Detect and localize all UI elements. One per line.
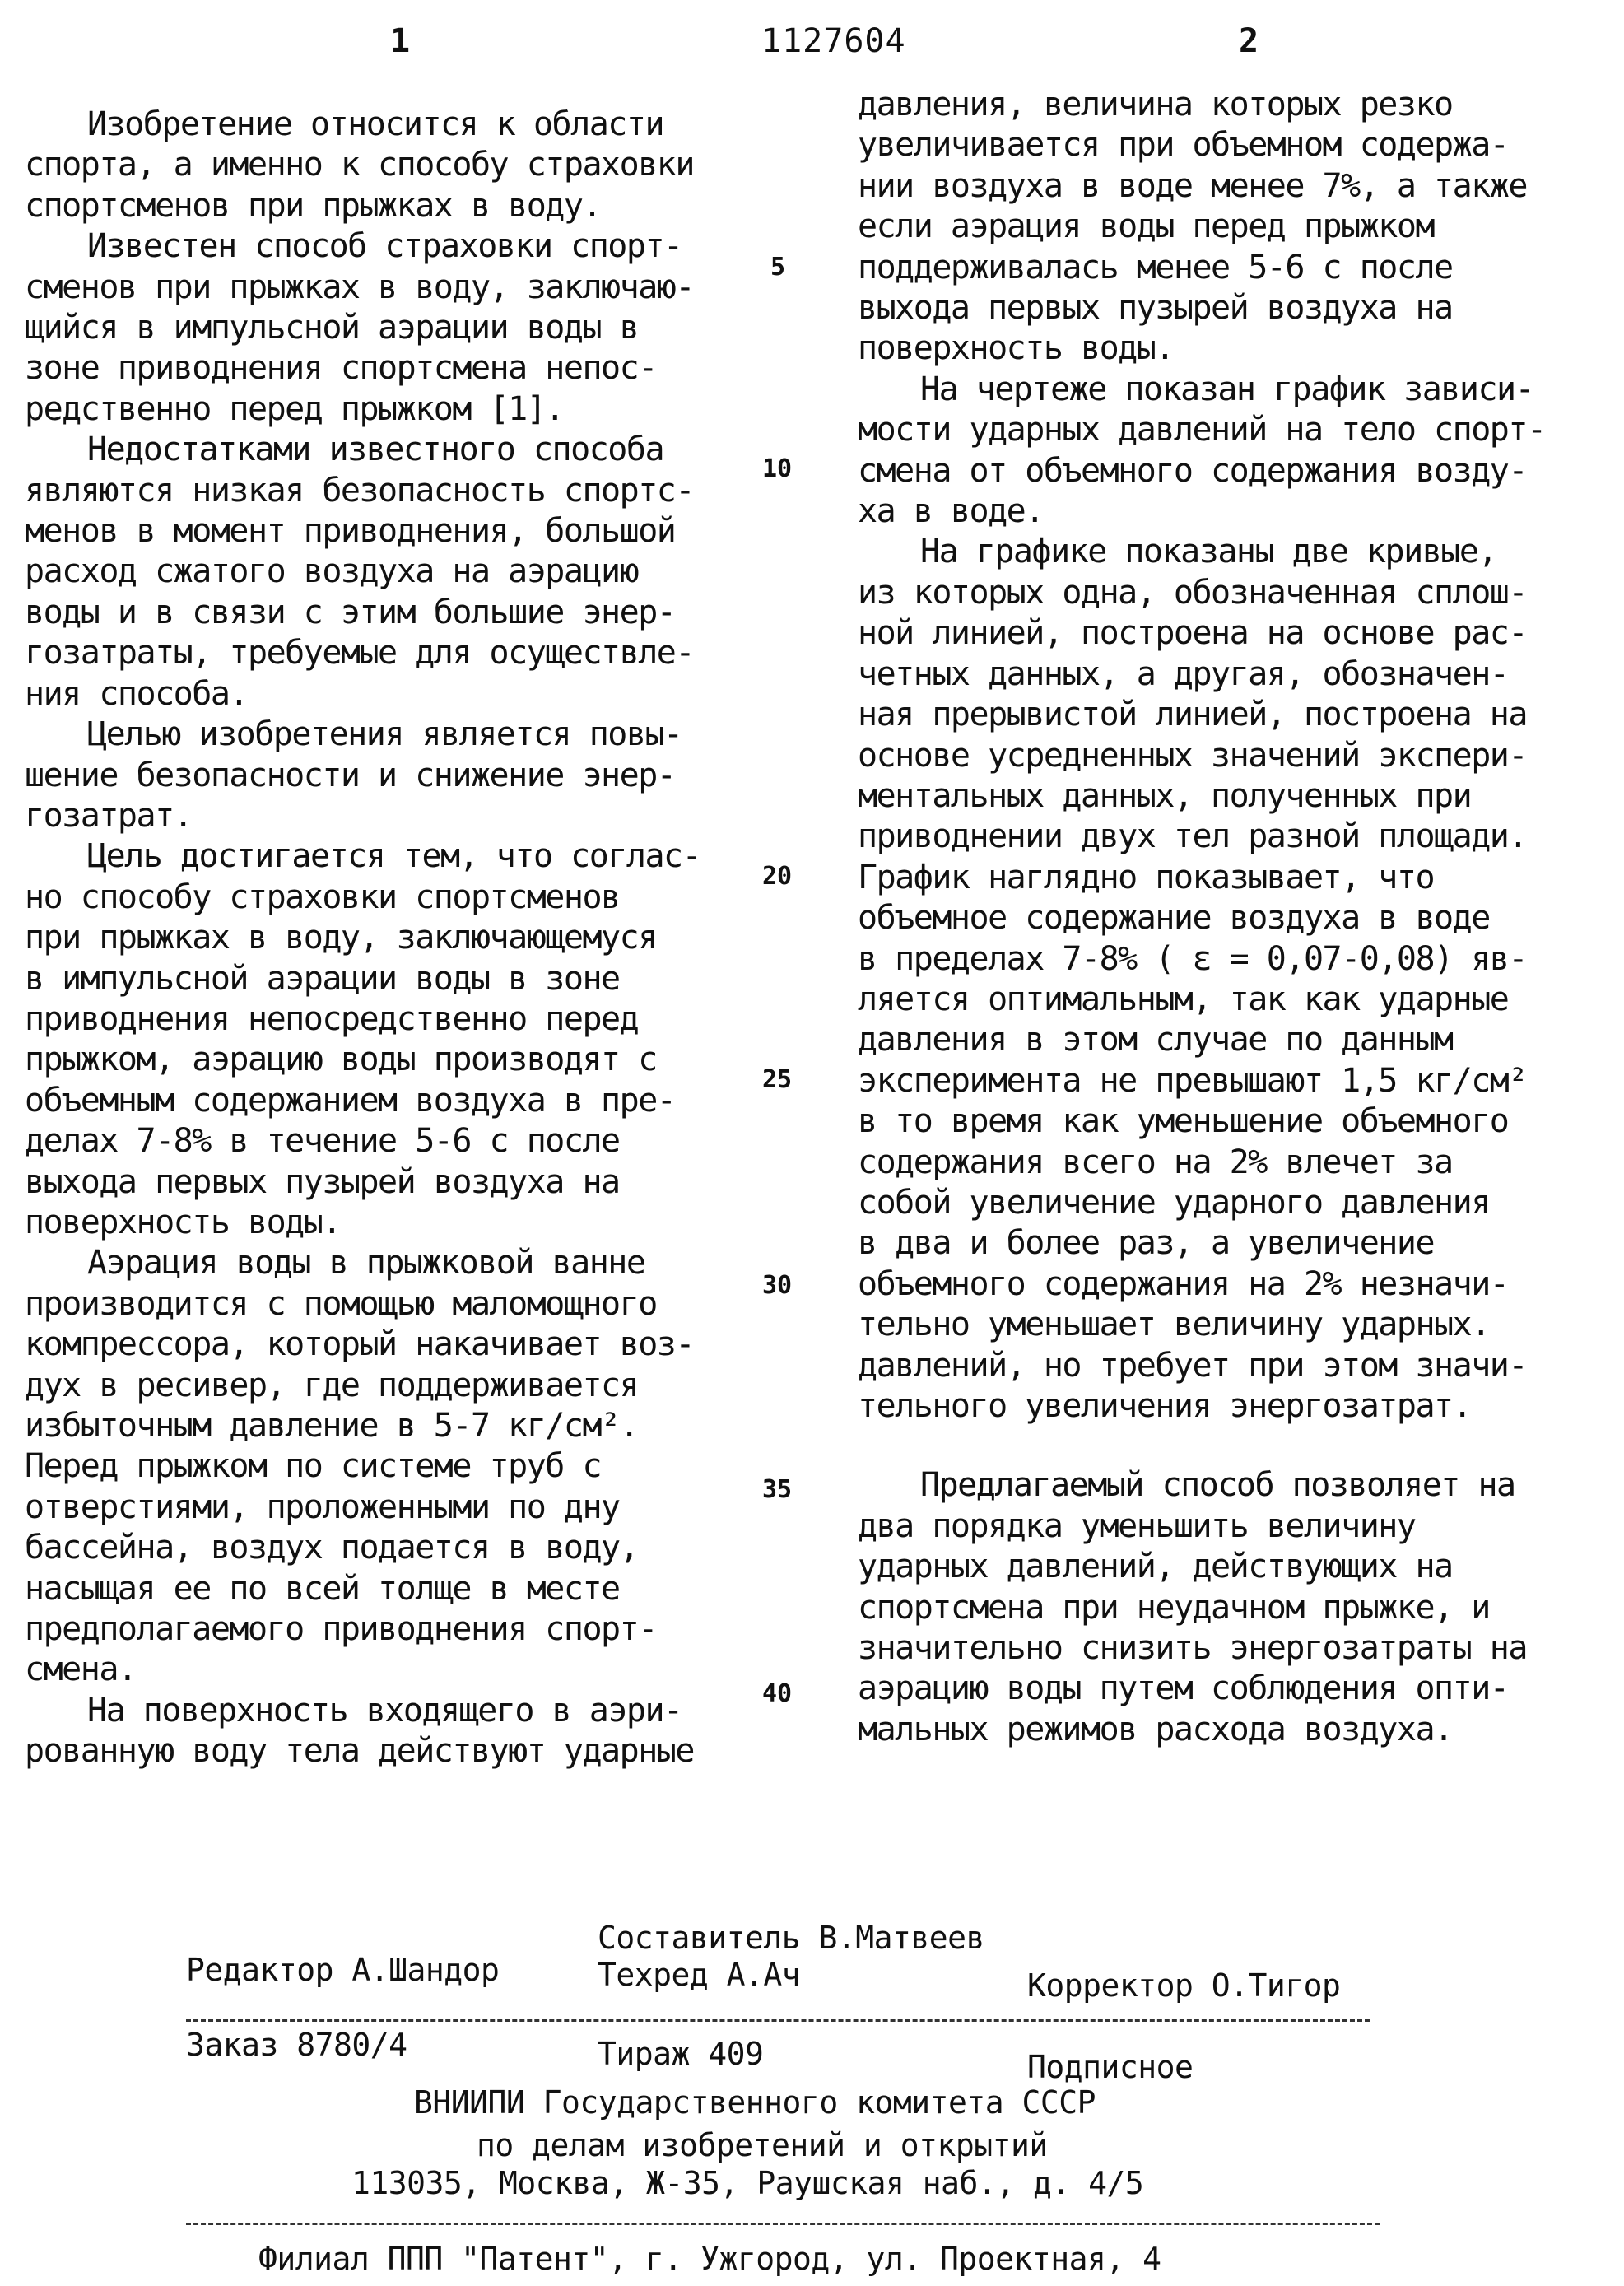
- separator-line-2: [186, 2223, 1380, 2225]
- text-line: приводнения непосредственно перед: [25, 999, 639, 1038]
- text-line: объемное содержание воздуха в воде: [858, 899, 1490, 938]
- text-line: шение безопасности и снижение энер-: [25, 756, 676, 794]
- text-line: выхода первых пузырей воздуха на: [858, 289, 1453, 328]
- text-line: Аэрация воды в прыжковой ванне: [87, 1244, 645, 1283]
- line-number: 10: [762, 454, 793, 483]
- text-line: в импульсной аэрации воды в зоне: [25, 959, 620, 998]
- text-line: Предлагаемый способ позволяет на: [920, 1466, 1515, 1505]
- text-line: ной линией, построена на основе рас-: [858, 614, 1527, 653]
- page-number-left: 1: [390, 22, 411, 60]
- text-line: Известен способ страховки спорт-: [87, 227, 682, 266]
- line-number: 40: [762, 1679, 793, 1708]
- text-line: в пределах 7-8% ( ε = 0,07-0,08) яв-: [858, 939, 1527, 978]
- proofreader: Корректор О.Тигор: [1027, 1967, 1341, 2004]
- text-line: четных данных, а другая, обозначен-: [858, 654, 1509, 693]
- text-line: спортсмена при неудачном прыжке, и: [858, 1588, 1490, 1627]
- text-line: аэрацию воды путем соблюдения опти-: [858, 1669, 1509, 1708]
- text-line: щийся в импульсной аэрации воды в: [25, 309, 639, 347]
- text-line: избыточным давление в 5-7 кг/см².: [25, 1407, 639, 1445]
- text-line: компрессора, который накачивает воз-: [25, 1325, 694, 1364]
- text-line: в два и более раз, а увеличение: [858, 1224, 1435, 1263]
- print-run: Тираж 409: [598, 2036, 764, 2072]
- paragraph-gap: [858, 1427, 1546, 1465]
- text-line: давления, величина которых резко: [858, 86, 1453, 123]
- text-line: прыжком, аэрацию воды производят с: [25, 1041, 657, 1079]
- text-line: два порядка уменьшить величину: [858, 1506, 1416, 1545]
- organization-address: 113035, Москва, Ж-35, Раушская наб., д. 4/5: [351, 2165, 1144, 2201]
- text-line: являются низкая безопасность спортс-: [25, 471, 694, 510]
- text-line: дух в ресивер, где поддерживается: [25, 1366, 639, 1404]
- text-line: График наглядно показывает, что: [858, 858, 1435, 896]
- text-line: Целью изобретения является повы-: [87, 715, 682, 754]
- text-line: тельно уменьшает величину ударных.: [858, 1306, 1490, 1344]
- text-line: при прыжках в воду, заключающемуся: [25, 919, 657, 957]
- organization-line-2: по делам изобретений и открытий: [477, 2127, 1048, 2163]
- text-line: гозатрат.: [25, 796, 193, 835]
- branch-address: Филиал ППП "Патент", г. Ужгород, ул. Проектная, 4: [258, 2241, 1161, 2277]
- line-number: 5: [770, 253, 786, 282]
- text-line: давлений, но требует при этом значи-: [858, 1346, 1527, 1385]
- text-line: сменов при прыжках в воду, заключаю-: [25, 268, 694, 306]
- text-line: ха в воде.: [858, 492, 1044, 531]
- separator-line-1: [186, 2019, 1370, 2022]
- text-line: Цель достигается тем, что соглас-: [87, 837, 701, 876]
- text-line: На поверхность входящего в аэри-: [87, 1691, 682, 1730]
- text-line: Перед прыжком по системе труб с: [25, 1447, 602, 1486]
- text-line: давления в этом случае по данным: [858, 1021, 1453, 1059]
- text-line: собой увеличение ударного давления: [858, 1183, 1490, 1222]
- text-line: эксперимента не превышают 1,5 кг/см²: [858, 1061, 1527, 1100]
- text-line: из которых одна, обозначенная сплош-: [858, 573, 1527, 612]
- text-line: в то время как уменьшение объемного: [858, 1102, 1509, 1141]
- text-line: объемным содержанием воздуха в пре-: [25, 1081, 676, 1120]
- text-line: ния способа.: [25, 674, 248, 713]
- page-number-right: 2: [1239, 22, 1259, 60]
- text-line: мальных режимов расхода воздуха.: [858, 1710, 1453, 1748]
- text-line: Недостатками известного способа: [87, 431, 664, 469]
- line-number: 20: [762, 862, 793, 891]
- text-line: содержания всего на 2% влечет за: [858, 1143, 1453, 1181]
- text-line: гозатраты, требуемые для осуществле-: [25, 634, 694, 673]
- text-line: поверхность воды.: [25, 1203, 341, 1241]
- text-line: менов в момент приводнения, большой: [25, 512, 676, 551]
- text-line: отверстиями, проложенными по дну: [25, 1488, 620, 1526]
- text-line: зоне приводнения спортсмена непос-: [25, 349, 657, 388]
- text-line: воды и в связи с этим большие энер-: [25, 593, 676, 631]
- text-line: смена.: [25, 1650, 137, 1689]
- patent-number: 1127604: [761, 22, 906, 60]
- text-line: ментальных данных, полученных при: [858, 776, 1472, 815]
- text-line: поверхность воды.: [858, 329, 1174, 368]
- subscription: Подписное: [1027, 2049, 1194, 2085]
- editor: Редактор А.Шандор: [186, 1952, 500, 1988]
- text-line: спортсменов при прыжках в воду.: [25, 186, 602, 225]
- text-line: ная прерывистой линией, построена на: [858, 696, 1527, 734]
- text-line: На чертеже показан график зависи-: [920, 370, 1534, 408]
- text-line: выхода первых пузырей воздуха на: [25, 1162, 620, 1201]
- text-line: делах 7-8% в течение 5-6 с после: [25, 1122, 620, 1161]
- text-line: но способу страховки спортсменов: [25, 878, 620, 916]
- line-number: 35: [762, 1475, 793, 1504]
- text-line: объемного содержания на 2% незначи-: [858, 1264, 1509, 1303]
- text-line: насыщая ее по всей толще в месте: [25, 1569, 620, 1608]
- text-line: ударных давлений, действующих на: [858, 1548, 1453, 1586]
- text-line: нии воздуха в воде менее 7%, а также: [858, 166, 1527, 205]
- text-line: производится с помощью маломощного: [25, 1284, 657, 1323]
- text-line: основе усредненных значений экспери-: [858, 736, 1527, 775]
- text-line: тельного увеличения энергозатрат.: [858, 1387, 1472, 1425]
- order-number: Заказ 8780/4: [186, 2027, 407, 2063]
- text-line: если аэрация воды перед прыжком: [858, 207, 1435, 246]
- text-line: бассейна, воздух подается в воду,: [25, 1529, 639, 1567]
- compiler: Составитель В.Матвеев: [598, 1920, 984, 1956]
- text-line: поддерживалась менее 5-6 с после: [858, 248, 1453, 286]
- left-column: [25, 105, 700, 1772]
- line-number: 30: [762, 1271, 793, 1300]
- text-line: редственно перед прыжком [1].: [25, 389, 564, 428]
- organization-line-1: ВНИИПИ Государственного комитета СССР: [414, 2084, 1096, 2121]
- text-line: рованную воду тела действуют ударные: [25, 1732, 694, 1771]
- text-line: приводнении двух тел разной площади.: [858, 817, 1527, 856]
- text-line: Изобретение относится к области: [87, 105, 664, 143]
- text-line: значительно снизить энергозатраты на: [858, 1629, 1527, 1668]
- line-number: 25: [762, 1065, 793, 1094]
- text-line: расход сжатого воздуха на аэрацию: [25, 552, 639, 591]
- text-line: На графике показаны две кривые,: [920, 533, 1497, 571]
- text-line: смена от объемного содержания возду-: [858, 451, 1527, 490]
- text-line: мости ударных давлений на тело спорт-: [858, 411, 1546, 449]
- text-line: спорта, а именно к способу страховки: [25, 146, 694, 184]
- text-line: ляется оптимальным, так как ударные: [858, 980, 1509, 1018]
- right-column: [858, 85, 1546, 1750]
- text-line: предполагаемого приводнения спорт-: [25, 1610, 657, 1649]
- tech-editor: Техред А.Ач: [598, 1957, 801, 1993]
- text-line: увеличивается при объемном содержа-: [858, 126, 1509, 165]
